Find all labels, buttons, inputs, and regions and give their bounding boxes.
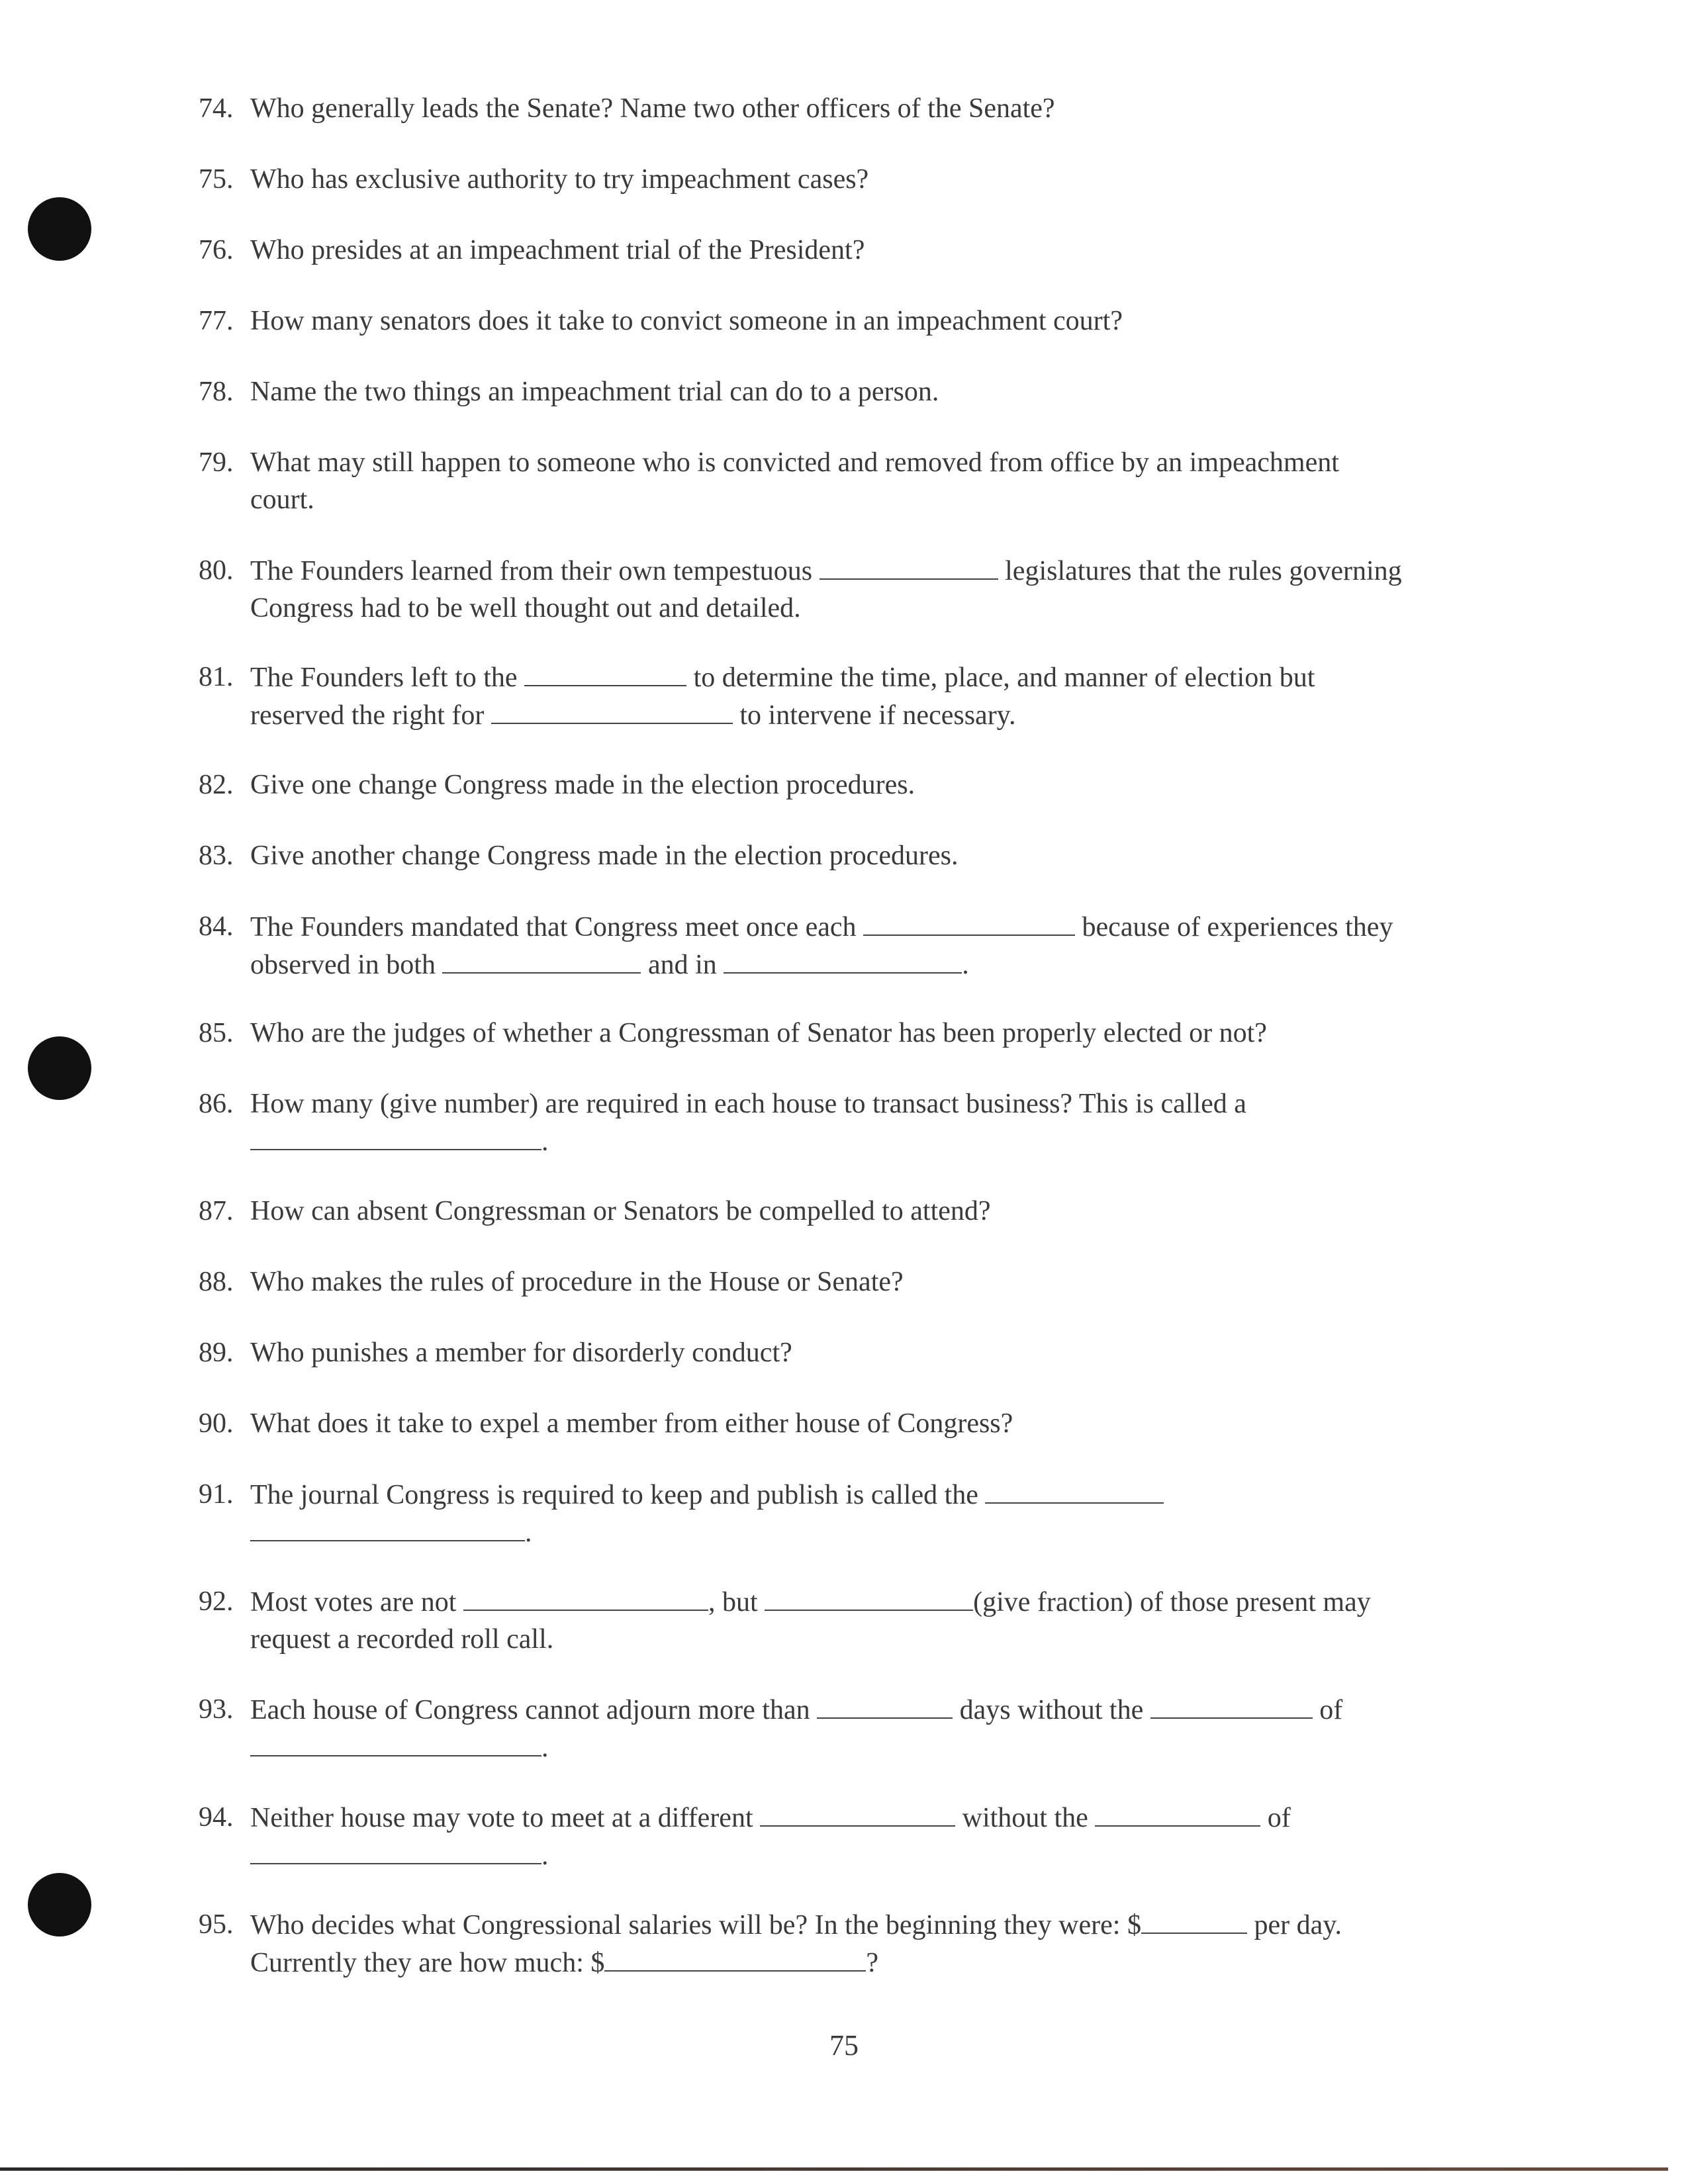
answer-blank[interactable] xyxy=(1150,1691,1313,1719)
answer-blank[interactable] xyxy=(820,552,998,580)
answer-blank[interactable] xyxy=(250,1837,541,1864)
question-text: to intervene if necessary. xyxy=(739,700,1016,731)
question-text: per day. xyxy=(1254,1910,1342,1940)
question-text: The Founders learned from their own tempestuous xyxy=(250,556,813,586)
question-text: Give one change Congress made in the election procedures. xyxy=(250,770,915,800)
punctuation: . xyxy=(962,950,969,980)
question-text: , but xyxy=(708,1587,758,1617)
question-text: Name the two things an impeachment trial can do to a person. xyxy=(250,377,939,407)
question-text: days without the xyxy=(959,1695,1144,1725)
question-number: 85. xyxy=(199,1018,234,1048)
question-text: Who makes the rules of procedure in the House or Senate? xyxy=(250,1267,904,1297)
question-number: 80. xyxy=(199,555,234,586)
question-number: 75. xyxy=(199,164,234,195)
question-text: reserved the right for xyxy=(250,700,485,731)
answer-blank[interactable] xyxy=(250,1514,525,1541)
question-text: Who punishes a member for disorderly conduct? xyxy=(250,1338,792,1368)
question-text: Currently they are how much: $ xyxy=(250,1948,605,1978)
question-number: 86. xyxy=(199,1089,234,1119)
question-text: What does it take to expel a member from either house of Congress? xyxy=(250,1408,1013,1439)
answer-blank[interactable] xyxy=(250,1122,541,1150)
question-number: 83. xyxy=(199,841,234,871)
punctuation: . xyxy=(541,1841,549,1871)
question-text: Who presides at an impeachment trial of the President? xyxy=(250,235,865,265)
answer-blank[interactable] xyxy=(760,1799,955,1827)
question-text-continued: Congress had to be well thought out and detailed. xyxy=(250,593,801,623)
question-text: Who decides what Congressional salaries will be? In the beginning they were: $ xyxy=(250,1910,1141,1940)
question-number: 90. xyxy=(199,1408,234,1439)
question-number: 88. xyxy=(199,1267,234,1297)
punctuation: . xyxy=(541,1733,549,1763)
answer-blank[interactable] xyxy=(1141,1906,1247,1934)
question-text: Each house of Congress cannot adjourn more than xyxy=(250,1695,810,1725)
question-text: and in xyxy=(647,950,717,980)
answer-blank[interactable] xyxy=(985,1476,1164,1504)
answer-blank[interactable] xyxy=(863,908,1075,936)
question-number: 93. xyxy=(199,1694,234,1725)
answer-blank[interactable] xyxy=(817,1691,953,1719)
punctuation: ? xyxy=(866,1948,879,1978)
question-text: (give fraction) of those present may xyxy=(973,1587,1371,1617)
page-number: 75 xyxy=(829,2029,859,2062)
answer-blank[interactable] xyxy=(491,696,733,724)
bottom-edge-rule xyxy=(0,2167,1668,2171)
question-text: Neither house may vote to meet at a different xyxy=(250,1803,753,1833)
answer-blank[interactable] xyxy=(765,1583,973,1611)
question-text: of xyxy=(1267,1803,1291,1833)
question-text: observed in both xyxy=(250,950,436,980)
question-number: 87. xyxy=(199,1196,234,1226)
question-text: because of experiences they xyxy=(1082,912,1393,942)
question-number: 79. xyxy=(199,447,234,478)
question-text: Who has exclusive authority to try impeachment cases? xyxy=(250,164,869,195)
question-text: without the xyxy=(962,1803,1088,1833)
question-number: 74. xyxy=(199,93,234,124)
answer-blank[interactable] xyxy=(250,1729,541,1756)
question-number: 91. xyxy=(199,1479,234,1510)
question-text-continued: request a recorded roll call. xyxy=(250,1624,554,1655)
question-text: Most votes are not xyxy=(250,1587,457,1617)
question-text: What may still happen to someone who is convicted and removed from office by an impeachment xyxy=(250,447,1339,478)
question-text: How many senators does it take to convict someone in an impeachment court? xyxy=(250,306,1123,336)
question-text: of xyxy=(1319,1695,1343,1725)
question-text: legislatures that the rules governing xyxy=(1005,556,1402,586)
binder-hole-top xyxy=(28,197,91,261)
answer-blank[interactable] xyxy=(463,1583,708,1611)
answer-blank[interactable] xyxy=(442,946,641,974)
question-text: Who are the judges of whether a Congressman of Senator has been properly elected or not? xyxy=(250,1018,1267,1048)
question-number: 77. xyxy=(199,306,234,336)
answer-blank[interactable] xyxy=(604,1944,866,1972)
answer-blank[interactable] xyxy=(724,946,962,974)
question-text: The Founders mandated that Congress meet once each xyxy=(250,912,857,942)
question-number: 81. xyxy=(199,662,234,692)
question-number: 94. xyxy=(199,1802,234,1833)
punctuation: . xyxy=(525,1518,532,1548)
question-text: Give another change Congress made in the election procedures. xyxy=(250,841,959,871)
question-text-continued: court. xyxy=(250,484,314,515)
binder-hole-middle xyxy=(28,1036,91,1100)
question-text: The journal Congress is required to keep and publish is called the xyxy=(250,1480,978,1510)
question-text: Who generally leads the Senate? Name two other officers of the Senate? xyxy=(250,93,1055,124)
answer-blank[interactable] xyxy=(524,659,686,686)
question-number: 89. xyxy=(199,1338,234,1368)
question-text: How can absent Congressman or Senators be compelled to attend? xyxy=(250,1196,991,1226)
question-number: 92. xyxy=(199,1586,234,1617)
question-text: How many (give number) are required in each house to transact business? This is called a xyxy=(250,1089,1246,1119)
punctuation: . xyxy=(541,1126,549,1157)
question-number: 82. xyxy=(199,770,234,800)
question-number: 78. xyxy=(199,377,234,407)
question-number: 76. xyxy=(199,235,234,265)
binder-hole-bottom xyxy=(28,1873,91,1936)
question-number: 95. xyxy=(199,1909,234,1940)
question-text: to determine the time, place, and manner of election but xyxy=(693,662,1315,693)
question-number: 84. xyxy=(199,911,234,942)
question-text: The Founders left to the xyxy=(250,662,518,693)
answer-blank[interactable] xyxy=(1095,1799,1260,1827)
